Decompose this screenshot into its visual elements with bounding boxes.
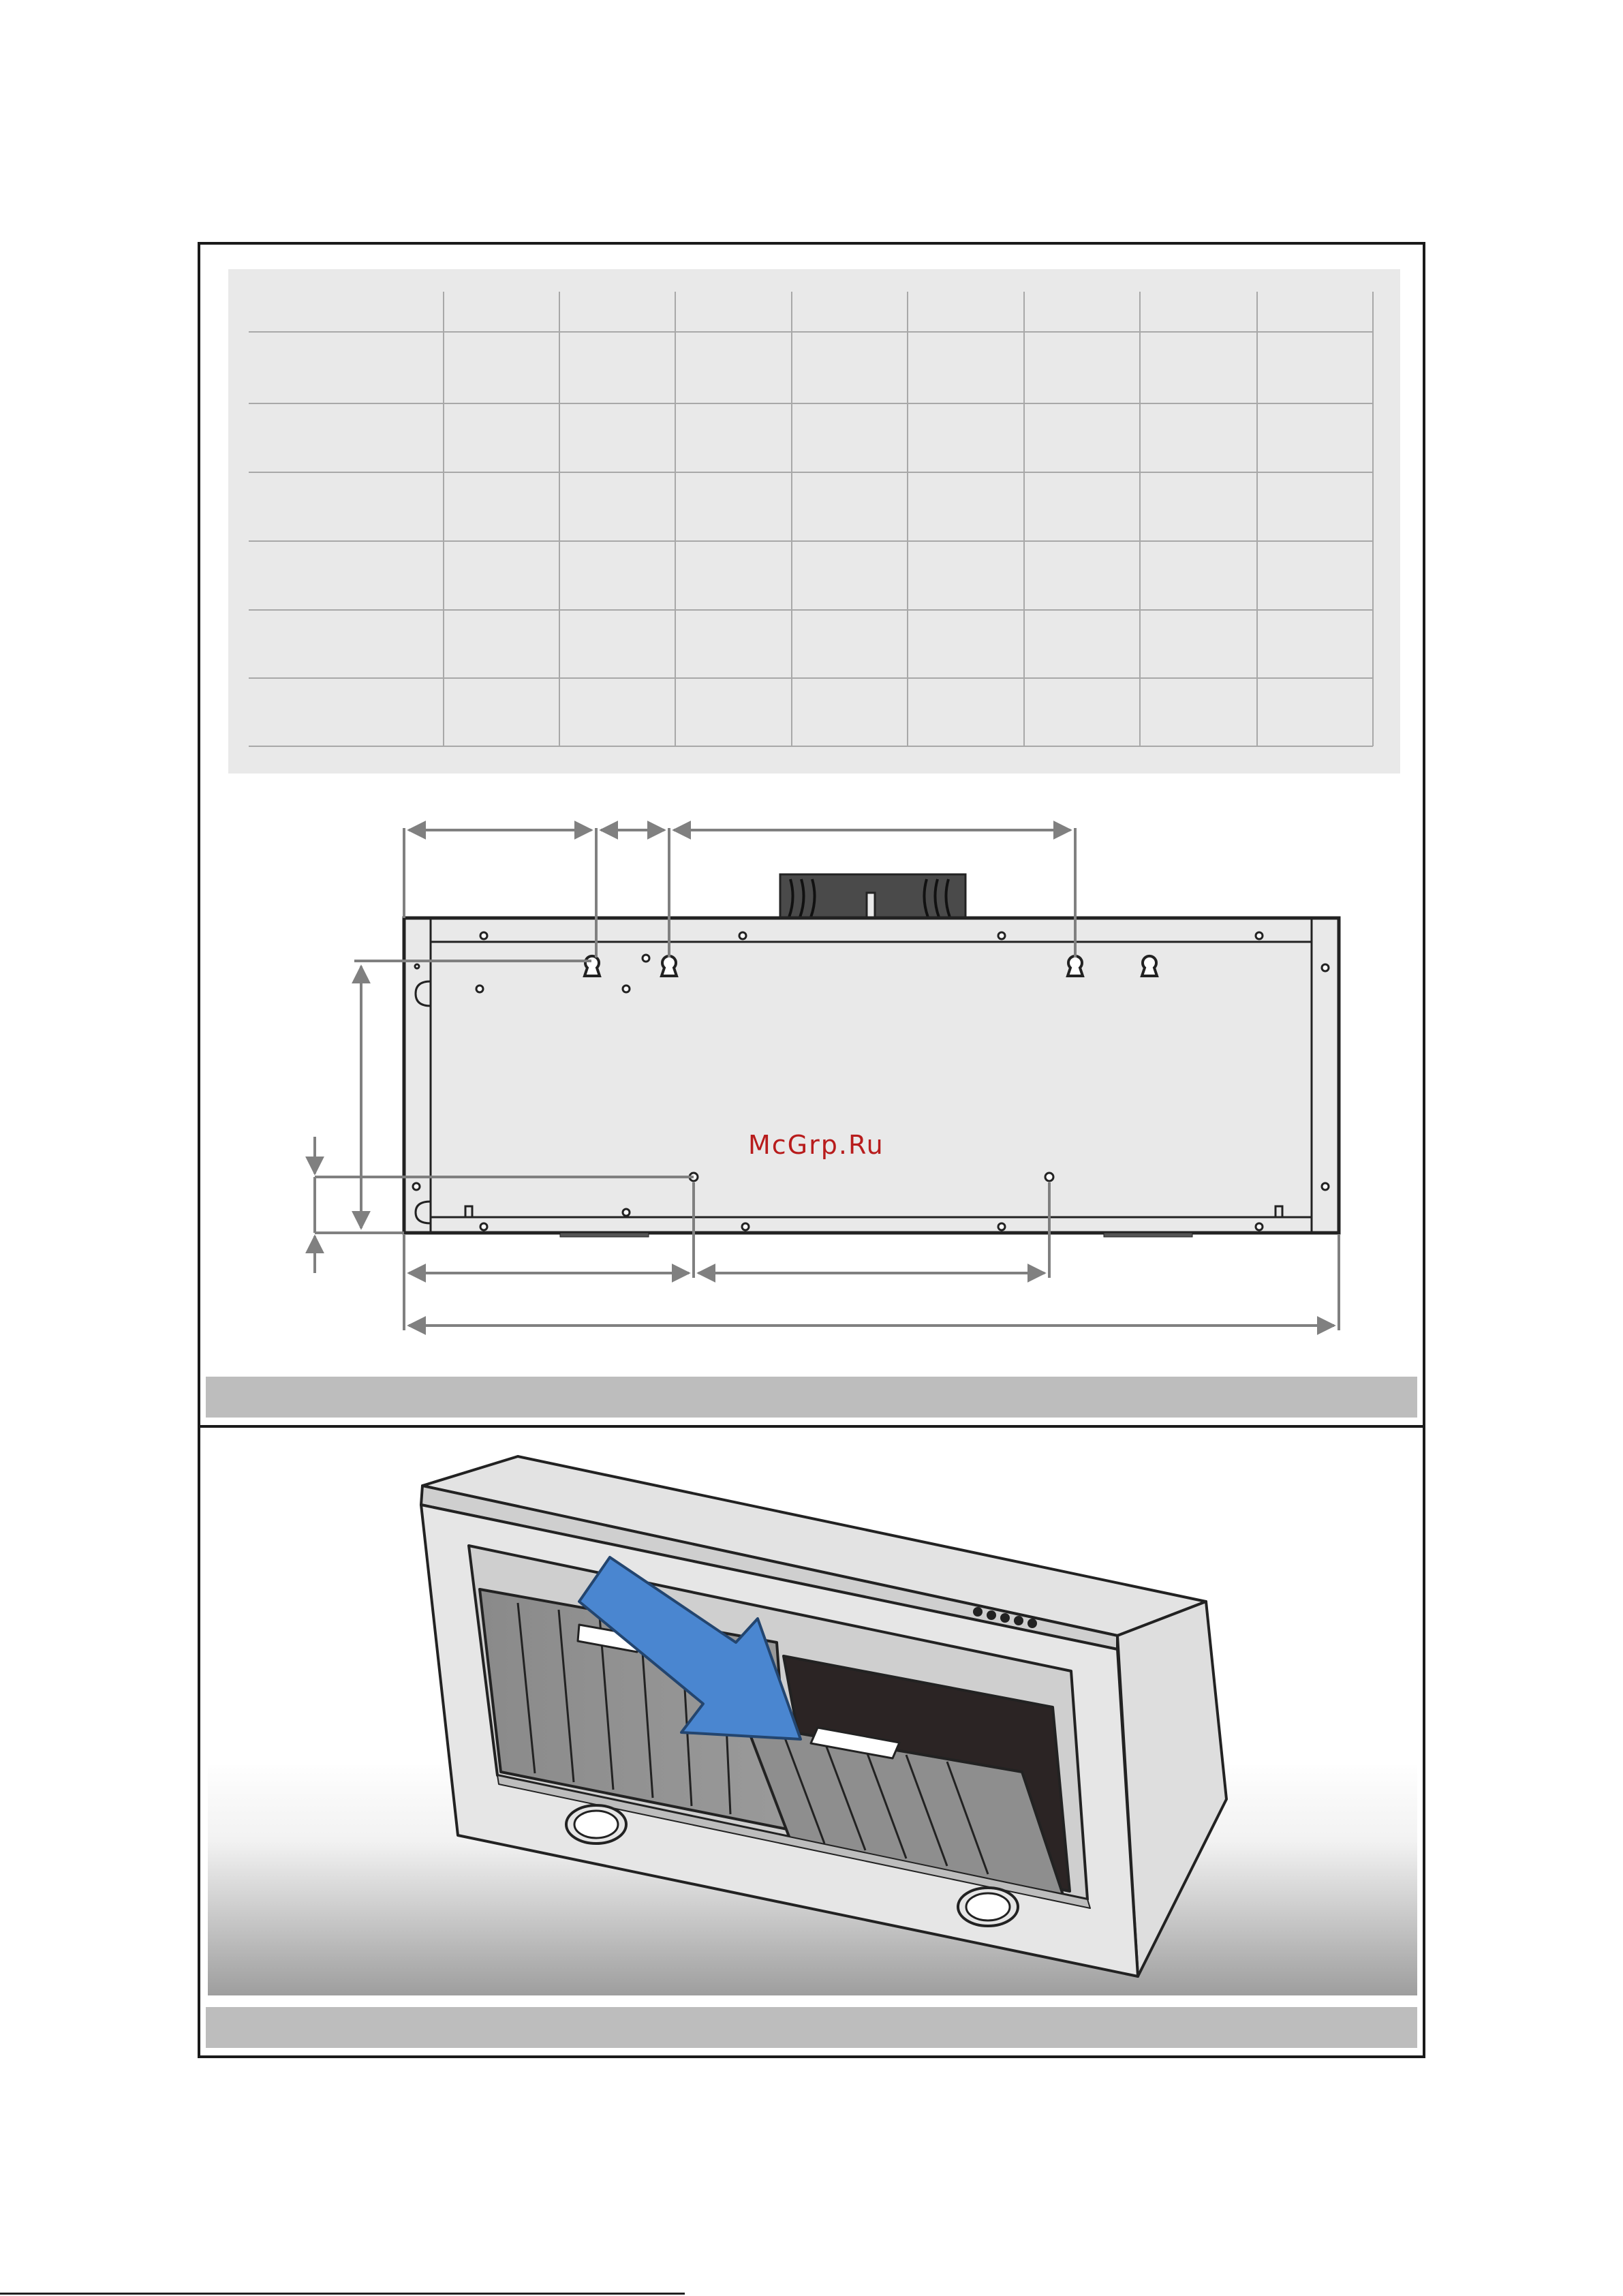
footer-rule (0, 2293, 685, 2295)
watermark: McGrp.Ru (748, 1130, 884, 1160)
caption-bar-lower (206, 2007, 1417, 2048)
